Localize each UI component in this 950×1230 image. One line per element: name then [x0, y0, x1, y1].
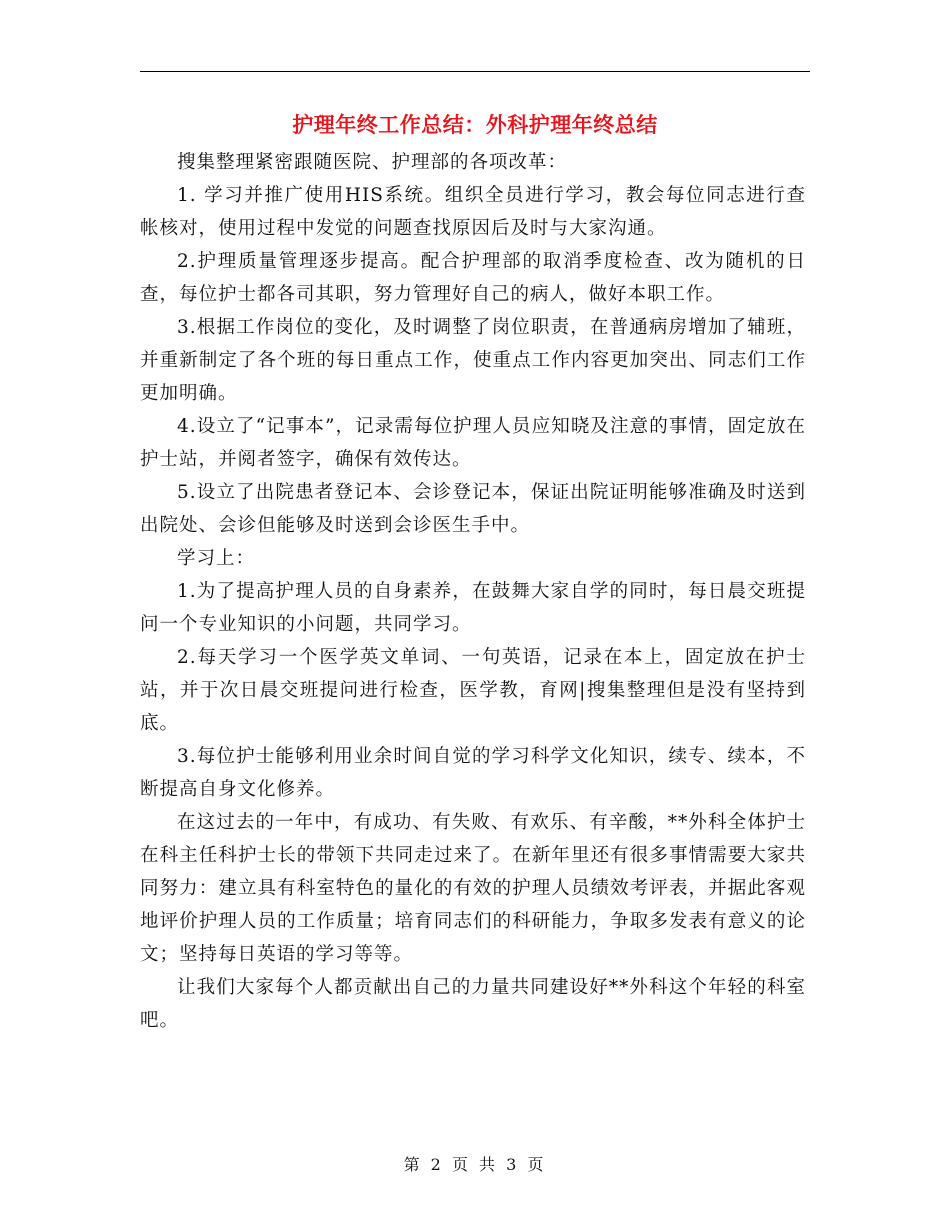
paragraph: 4.设立了“记事本”，记录需每位护理人员应知晓及注意的事情，固定放在护士站，并阅者签字，确保有效传达。: [140, 416, 806, 470]
document-title: 护理年终工作总结：外科护理年终总结: [292, 112, 658, 137]
paragraph: 2.护理质量管理逐步提高。配合护理部的取消季度检查、改为随机的日查，每位护士都各司其职，努力管理好自己的病人，做好本职工作。: [140, 251, 806, 305]
paragraph: 1. 学习并推广使用HIS系统。组织全员进行学习，教会每位同志进行查帐核对，使用过程中发觉的问题查找原因后及时与大家沟通。: [140, 185, 806, 239]
document-body: [140, 146, 806, 1037]
paragraph: 在这过去的一年中，有成功、有失败、有欢乐、有辛酸，**外科全体护士在科主任科护士长的带领下共同走过来了。在新年里还有很多事情需要大家共同努力：建立具有科室特色的量化的有效的护理人员绩效考评表，并据此客观地评价护理人员的工作质量；培育同志们的科研能力，争取多发表有意义的论文；坚持每日英语的学习等等。: [140, 812, 806, 965]
paragraph: 搜集整理紧密跟随医院、护理部的各项改革：: [177, 152, 568, 173]
page-number-footer: 第 2 页 共 3 页: [403, 1155, 547, 1174]
paragraph: 1.为了提高护理人员的自身素养，在鼓舞大家自学的同时，每日晨交班提问一个专业知识的小问题，共同学习。: [140, 581, 806, 635]
paragraph: 3.根据工作岗位的变化，及时调整了岗位职责，在普通病房增加了辅班，并重新制定了各个班的每日重点工作，使重点工作内容更加突出、同志们工作更加明确。: [140, 317, 806, 404]
paragraph: 3.每位护士能够利用业余时间自觉的学习科学文化知识，续专、续本，不断提高自身文化修养。: [140, 746, 806, 800]
paragraph: 5.设立了出院患者登记本、会诊登记本，保证出院证明能够准确及时送到出院处、会诊但能够及时送到会诊医生手中。: [140, 482, 806, 536]
paragraph: 2.每天学习一个医学英文单词、一句英语，记录在本上，固定放在护士站，并于次日晨交班提问进行检查，医学教，育网|搜集整理但是没有坚持到底。: [140, 647, 806, 734]
paragraph: 学习上：: [177, 548, 256, 569]
header-rule: [140, 71, 810, 72]
paragraph: 让我们大家每个人都贡献出自己的力量共同建设好**外科这个年轻的科室吧。: [140, 977, 806, 1031]
